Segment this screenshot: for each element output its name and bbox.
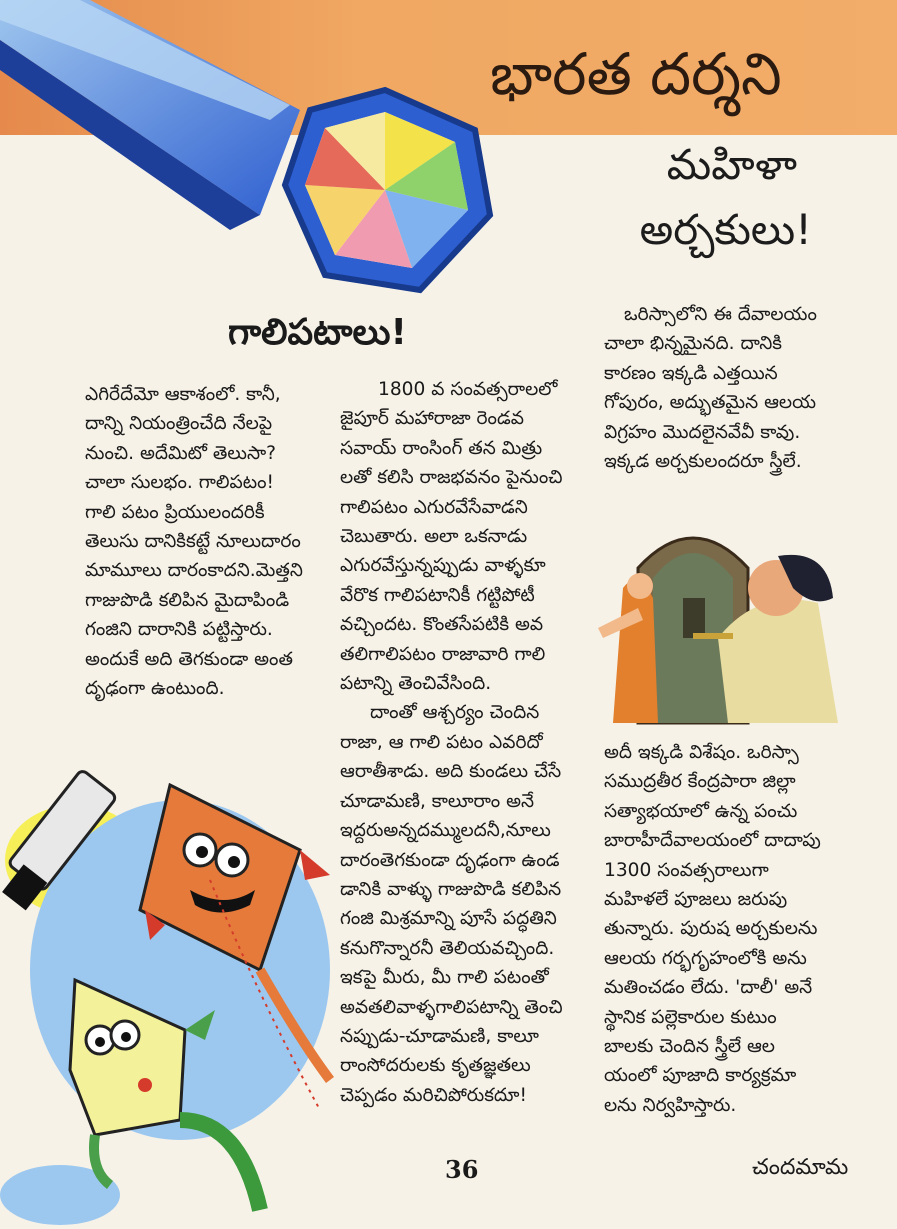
text-line: కారణం ఇక్కడి ఎత్తయిన	[604, 362, 778, 384]
priest-column-top	[604, 300, 874, 476]
text-line: గోపురం, అద్భుతమైన ఆలయ	[604, 392, 816, 414]
text-line: గంజిని దారానికి పట్టిస్తారు.	[85, 619, 273, 641]
text-line: పటాన్ని తెంచివేసింది.	[340, 673, 492, 695]
text-line: లను నిర్వహిస్తారు.	[604, 1094, 737, 1116]
text-line: అవతలివాళ్ళగాలిపటాన్ని తెంచి	[340, 996, 563, 1018]
text-line: ఒరిస్సాలోని ఈ దేవాలయం	[624, 304, 817, 325]
text-line: దాన్ని నియంత్రించేది నేలపై	[85, 413, 273, 435]
kaleidoscope-illustration	[0, 0, 520, 310]
text-line: 1800 వ సంవత్సరాలలో	[378, 379, 558, 400]
kite-column-2	[340, 375, 595, 1110]
text-line: గాజుపొడి కలిపిన మైదాపిండి	[85, 589, 290, 611]
text-line: చాలా భిన్నమైనది. దానికి	[604, 333, 782, 355]
text-line: అదీ ఇక్కడి విశేషం. ఒరిస్సా	[604, 742, 799, 763]
text-line: తలిగాలిపటం రాజావారి గాలి	[340, 643, 546, 665]
text-line: గాలిపటం ఎగురవేసేవాడని	[340, 496, 528, 518]
text-line: గంజి మిశ్రమాన్ని పూసే పద్ధతిని	[340, 908, 557, 930]
magazine-name: చందమామ	[752, 1155, 849, 1180]
text-line: చాలా సులభం. గాలిపటం!	[85, 472, 274, 494]
text-line: ఇకపై మీరు, మీ గాలి పటంతో	[340, 967, 549, 989]
kite-column-1	[85, 380, 325, 703]
text-line: మతించడం లేదు. 'దాలీ' అనే	[604, 977, 813, 999]
text-line: తెలుసు దానికికట్టే నూలుదారం	[85, 531, 301, 553]
text-line: నుంచి. అదేమిటో తెలుసా?	[85, 442, 276, 464]
text-line: గాలి పటం ప్రియులందరికీ	[85, 501, 265, 523]
text-line: డానికి వాళ్ళు గాజుపొడి కలిపిన	[340, 878, 562, 900]
text-line: లతో కలిసి రాజభవనం పైనుంచి	[340, 467, 563, 489]
page-title: భారత దర్శని	[490, 40, 782, 108]
text-line: దారంతెగకుండా దృఢంగా ఉండ	[340, 849, 560, 871]
text-line: సత్యాభయాలో ఉన్న పంచు	[604, 800, 798, 822]
text-line: బాలకు చెందిన స్త్రీలే ఆల	[604, 1036, 775, 1058]
text-line: అందుకే అది తెగకుండా అంత	[85, 648, 293, 670]
text-line: వేరొక గాలిపటానికీ గట్టిపోటీ	[340, 584, 535, 606]
text-line: చెబుతారు. అలా ఒకనాడు	[340, 526, 528, 548]
priest-column-bottom	[604, 738, 874, 1120]
text-line: చెప్పడం మరిచిపోరుకదూ!	[340, 1084, 527, 1106]
text-line: విగ్రహం మొదలైనవేవీ కావు.	[604, 421, 801, 443]
text-line: రాంసోదరులకు కృతజ్ఞతలు	[340, 1055, 531, 1077]
text-line: రాజా, ఆ గాలి పటం ఎవరిదో	[340, 731, 543, 753]
article-title-line2: అర్చకులు!	[639, 205, 812, 254]
text-line: బారాహీదేవాలయంలో దాదాపు	[604, 830, 821, 852]
text-line: మామూలు దారంకాదని.మెత్తని	[85, 560, 303, 582]
text-line: తున్నారు. పురుష అర్చకులను	[604, 918, 818, 940]
text-line: ఇద్దరుఅన్నదమ్ములదనీ,నూలు	[340, 820, 551, 842]
text-line: దృఢంగా ఉంటుంది.	[85, 678, 225, 700]
text-line: సముద్రతీర కేంద్రపారా జిల్లా	[604, 771, 796, 793]
page-number: 36	[445, 1155, 479, 1184]
text-line: 1300 సంవత్సరాలుగా	[604, 859, 769, 881]
text-line: వచ్చిందట. కొంతసేపటికి అవ	[340, 614, 544, 636]
text-line: ఆరాతీశాడు. అది కుండలు చేసే	[340, 761, 562, 783]
text-line: ఎగిరేదేమో ఆకాశంలో. కానీ,	[85, 384, 281, 405]
text-line: స్థానిక పల్లెకారుల కుటుం	[604, 1006, 777, 1028]
text-line: జైపూర్ మహారాజా రెండవ	[340, 408, 524, 430]
text-line: యంలో పూజాది కార్యక్రమా	[604, 1065, 797, 1087]
text-line: ఎగురవేస్తున్నప్పుడు వాళ్ళకూ	[340, 555, 546, 577]
text-line: నప్పుడు-చూడామణి, కాలూ	[340, 1025, 539, 1047]
text-line: ఇక్కడ అర్చకులందరూ స్త్రీలే.	[604, 451, 802, 473]
text-line: మహిళలే పూజలు జరుపు	[604, 889, 788, 911]
text-line: ఆలయ గర్భగృహంలోకి అను	[604, 947, 807, 969]
text-line: కనుగొన్నారనీ తెలియవచ్చింది.	[340, 937, 555, 959]
kite-article-title: గాలిపటాలు!	[228, 312, 407, 353]
text-line: సవాయ్ రాంసింగ్ తన మిత్రు	[340, 437, 543, 459]
temple-priestess-illustration	[598, 508, 888, 728]
kites-cartoon-illustration	[0, 740, 335, 1229]
article-title-line1: మహిళా	[666, 140, 797, 189]
text-line: దాంతో ఆశ్చర్యం చెందిన	[370, 702, 540, 724]
text-line: చూడామణి, కాలూరాం అనే	[340, 790, 535, 812]
